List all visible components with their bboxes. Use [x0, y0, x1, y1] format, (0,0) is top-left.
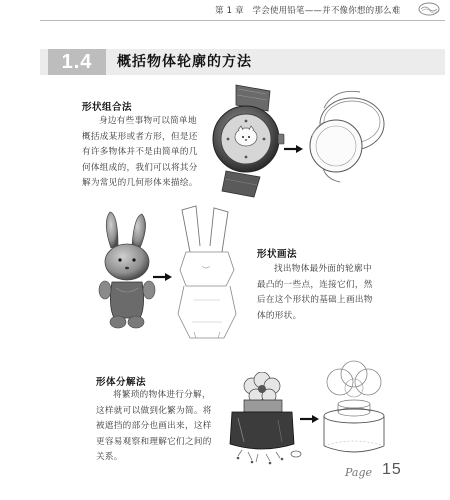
- method-heading: 形状组合法: [82, 102, 133, 113]
- rabbit-outline-sketch: [172, 204, 242, 344]
- page-label: Page: [345, 466, 373, 479]
- decorative-logo-icon: [418, 2, 440, 16]
- section-number: 1.4: [48, 49, 106, 75]
- perfume-bottle-drawing: [222, 372, 304, 467]
- method-heading: 形状画法: [257, 249, 298, 260]
- arrow-right-icon: [153, 272, 173, 282]
- header-rule: [40, 20, 445, 21]
- page-number: 15: [382, 461, 402, 478]
- running-header: 第 1 章 学会使用铅笔——并不像你想的那么难: [215, 6, 401, 16]
- arrow-right-icon: [300, 414, 320, 424]
- method-heading: 形体分解法: [96, 377, 147, 388]
- watch-geometry-sketch: [300, 86, 390, 186]
- watch-drawing: [208, 83, 288, 201]
- method-paragraph: 找出物体最外面的轮廓中 最凸的一些点，连接它们，然 后在这个形状的基础上画出物 体的形状。: [257, 264, 373, 321]
- method-paragraph: 将繁琐的物体进行分解， 这样就可以做到化繁为简。将 被遮挡的部分也画出来，这样 更容易观察和理解它们之间的 关系。: [96, 390, 212, 462]
- plush-rabbit-drawing: [96, 210, 158, 330]
- bottle-decomposition-sketch: [318, 360, 390, 460]
- method-paragraph: 身边有些事物可以简单地 概括成某形或者方形，但是还 有许多物体并不是由简单的几 何体组成的，我们可以将其分 解为常见的几何形体来描绘。: [82, 116, 198, 188]
- section-title: 概括物体轮廓的方法: [117, 54, 252, 70]
